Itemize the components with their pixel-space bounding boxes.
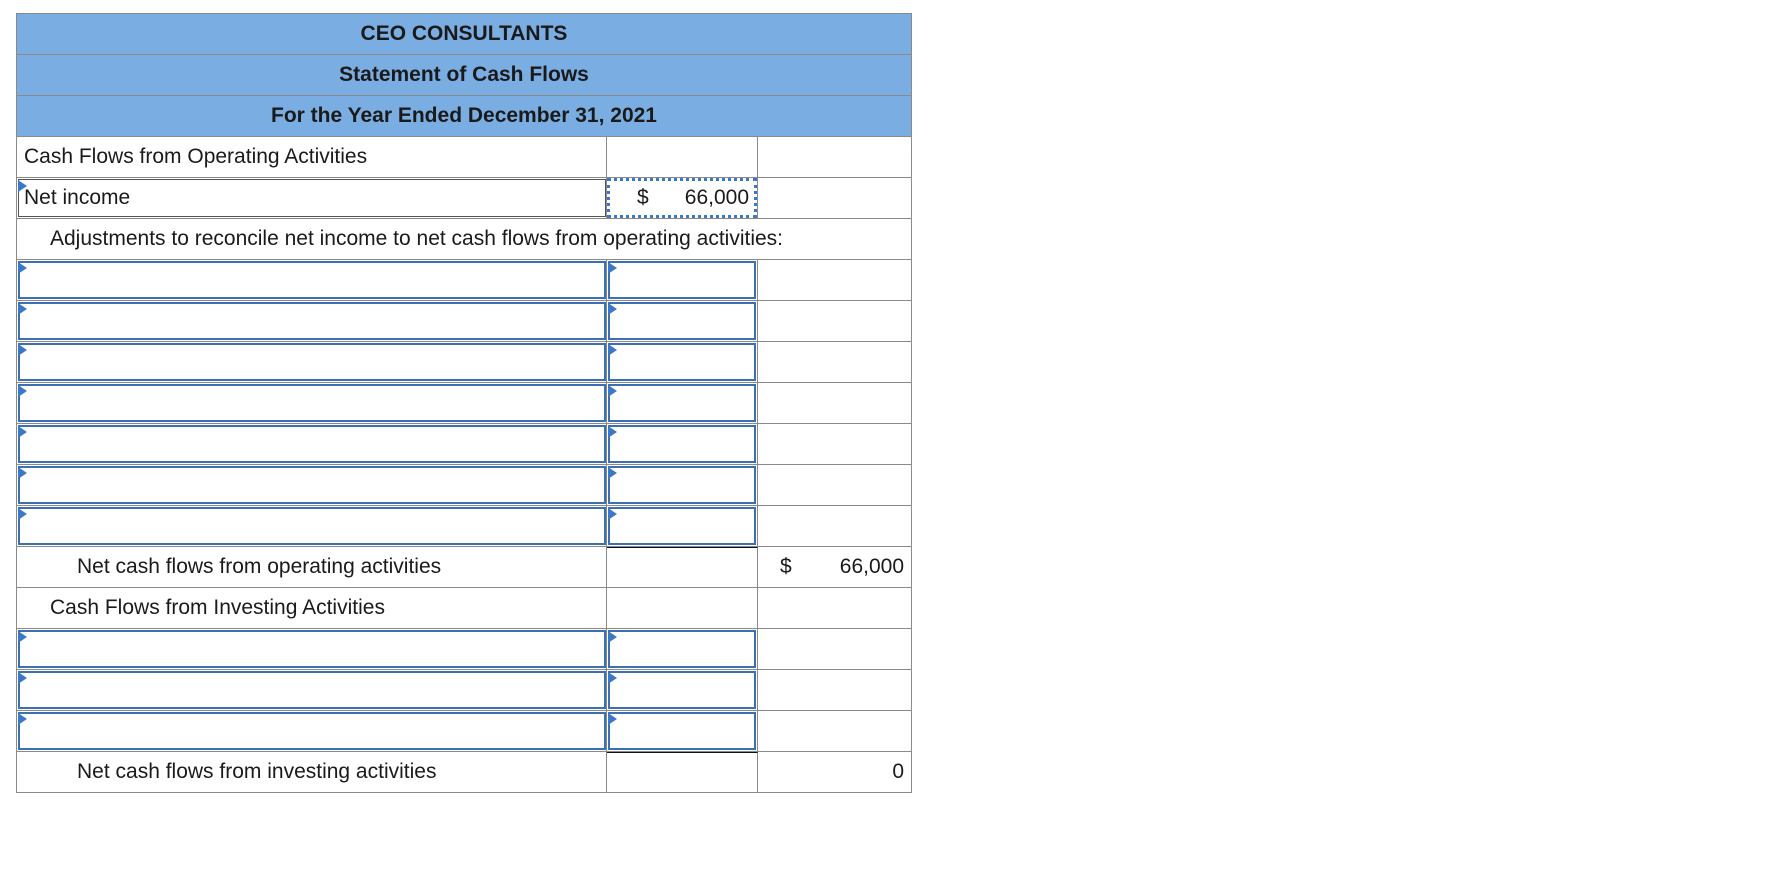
investing-amount-cell[interactable] bbox=[607, 670, 758, 710]
investing-amount-cell[interactable] bbox=[607, 629, 758, 669]
adjustments-row bbox=[17, 219, 911, 260]
adjustment-label-input[interactable] bbox=[18, 302, 606, 340]
dropdown-marker-icon bbox=[608, 508, 617, 520]
dropdown-marker-icon bbox=[608, 344, 617, 356]
adjustment-label-input[interactable] bbox=[18, 466, 606, 504]
dropdown-marker-icon bbox=[608, 303, 617, 315]
company-name: CEO CONSULTANTS bbox=[17, 14, 911, 55]
empty-cell bbox=[758, 178, 911, 218]
adjustment-amount-input[interactable] bbox=[608, 302, 756, 340]
empty-cell bbox=[758, 629, 911, 669]
adjustment-amount-input[interactable] bbox=[608, 425, 756, 463]
net-income-label: Net income bbox=[24, 186, 131, 209]
net-income-value: 66,000 bbox=[684, 186, 749, 209]
net-investing-row bbox=[17, 752, 911, 793]
statement-title: Statement of Cash Flows bbox=[17, 55, 911, 96]
adjustment-amount-cell[interactable] bbox=[607, 342, 758, 382]
dropdown-marker-icon bbox=[18, 672, 27, 684]
adjustment-amount-cell[interactable] bbox=[607, 301, 758, 341]
empty-cell bbox=[758, 465, 911, 505]
adjustment-label-cell[interactable] bbox=[17, 424, 607, 464]
adjustment-label-cell[interactable] bbox=[17, 301, 607, 341]
net-operating-amount-cell bbox=[758, 547, 911, 587]
investing-amount-input[interactable] bbox=[608, 712, 756, 750]
operating-section-label: Cash Flows from Operating Activities bbox=[17, 137, 607, 177]
dropdown-marker-icon bbox=[18, 262, 27, 274]
investing-input-row bbox=[17, 711, 911, 752]
net-income-currency: $ bbox=[637, 186, 649, 209]
investing-label-cell[interactable] bbox=[17, 670, 607, 710]
net-income-row bbox=[17, 178, 911, 219]
adjustment-label-input[interactable] bbox=[18, 343, 606, 381]
empty-cell bbox=[607, 588, 758, 628]
adjustment-input-row bbox=[17, 424, 911, 465]
dropdown-marker-icon bbox=[18, 631, 27, 643]
statement-period: For the Year Ended December 31, 2021 bbox=[17, 96, 911, 137]
dropdown-marker-icon bbox=[18, 344, 27, 356]
investing-amount-input[interactable] bbox=[608, 630, 756, 668]
dropdown-marker-icon bbox=[18, 467, 27, 479]
investing-label-input[interactable] bbox=[18, 630, 606, 668]
investing-label-cell[interactable] bbox=[17, 629, 607, 669]
dropdown-marker-icon bbox=[18, 180, 27, 192]
adjustment-amount-input[interactable] bbox=[608, 507, 756, 545]
net-investing-amount-cell bbox=[758, 752, 911, 792]
empty-cell bbox=[758, 137, 911, 177]
net-operating-value: 66,000 bbox=[839, 555, 904, 578]
empty-cell bbox=[607, 752, 758, 792]
investing-label-input[interactable] bbox=[18, 671, 606, 709]
dropdown-marker-icon bbox=[18, 508, 27, 520]
empty-cell bbox=[758, 301, 911, 341]
adjustment-label-cell[interactable] bbox=[17, 506, 607, 546]
net-operating-label: Net cash flows from operating activities bbox=[17, 547, 607, 587]
investing-input-row bbox=[17, 629, 911, 670]
net-operating-row bbox=[17, 547, 911, 588]
investing-amount-cell[interactable] bbox=[607, 711, 758, 751]
adjustment-input-row bbox=[17, 342, 911, 383]
investing-label-cell[interactable] bbox=[17, 711, 607, 751]
dropdown-marker-icon bbox=[18, 713, 27, 725]
adjustments-label: Adjustments to reconcile net income to net cash flows from operating activities: bbox=[50, 227, 784, 250]
dropdown-marker-icon bbox=[608, 426, 617, 438]
investing-label-input[interactable] bbox=[18, 712, 606, 750]
net-operating-currency: $ bbox=[780, 555, 792, 578]
empty-cell bbox=[758, 260, 911, 300]
adjustment-amount-cell[interactable] bbox=[607, 383, 758, 423]
empty-cell bbox=[758, 342, 911, 382]
empty-cell bbox=[758, 424, 911, 464]
adjustment-amount-cell[interactable] bbox=[607, 260, 758, 300]
dropdown-marker-icon bbox=[18, 385, 27, 397]
adjustment-amount-input[interactable] bbox=[608, 343, 756, 381]
adjustment-input-row bbox=[17, 383, 911, 424]
dropdown-marker-icon bbox=[18, 426, 27, 438]
dropdown-marker-icon bbox=[608, 467, 617, 479]
adjustment-input-row bbox=[17, 465, 911, 506]
adjustment-label-input[interactable] bbox=[18, 384, 606, 422]
investing-section-row bbox=[17, 588, 911, 629]
dropdown-marker-icon bbox=[608, 385, 617, 397]
dropdown-marker-icon bbox=[608, 672, 617, 684]
adjustment-input-row bbox=[17, 260, 911, 301]
adjustment-amount-input[interactable] bbox=[608, 466, 756, 504]
cash-flow-statement bbox=[16, 13, 912, 793]
dropdown-marker-icon bbox=[18, 303, 27, 315]
operating-section-row bbox=[17, 137, 911, 178]
adjustment-label-input[interactable] bbox=[18, 507, 606, 545]
dropdown-marker-icon bbox=[608, 631, 617, 643]
adjustment-amount-cell[interactable] bbox=[607, 424, 758, 464]
investing-input-row bbox=[17, 670, 911, 711]
adjustment-label-cell[interactable] bbox=[17, 465, 607, 505]
adjustment-label-input[interactable] bbox=[18, 261, 606, 299]
adjustment-label-cell[interactable] bbox=[17, 260, 607, 300]
dropdown-marker-icon bbox=[608, 262, 617, 274]
adjustment-input-row bbox=[17, 506, 911, 547]
adjustment-amount-input[interactable] bbox=[608, 261, 756, 299]
net-investing-value: 0 bbox=[892, 760, 904, 783]
investing-section-label: Cash Flows from Investing Activities bbox=[17, 588, 607, 628]
adjustment-label-cell[interactable] bbox=[17, 342, 607, 382]
adjustment-amount-cell[interactable] bbox=[607, 465, 758, 505]
net-income-amount-cell[interactable] bbox=[607, 178, 758, 218]
adjustment-amount-input[interactable] bbox=[608, 384, 756, 422]
empty-cell bbox=[758, 506, 911, 546]
adjustment-label-cell[interactable] bbox=[17, 383, 607, 423]
empty-cell bbox=[607, 137, 758, 177]
adjustment-amount-cell[interactable] bbox=[607, 506, 758, 546]
net-income-cell[interactable] bbox=[17, 178, 607, 218]
empty-cell bbox=[758, 711, 911, 751]
investing-amount-input[interactable] bbox=[608, 671, 756, 709]
adjustment-input-row bbox=[17, 301, 911, 342]
empty-cell bbox=[607, 547, 758, 587]
empty-cell bbox=[758, 670, 911, 710]
dropdown-marker-icon bbox=[608, 713, 617, 725]
net-investing-label: Net cash flows from investing activities bbox=[17, 752, 607, 792]
adjustment-label-input[interactable] bbox=[18, 425, 606, 463]
empty-cell bbox=[758, 588, 911, 628]
empty-cell bbox=[758, 383, 911, 423]
